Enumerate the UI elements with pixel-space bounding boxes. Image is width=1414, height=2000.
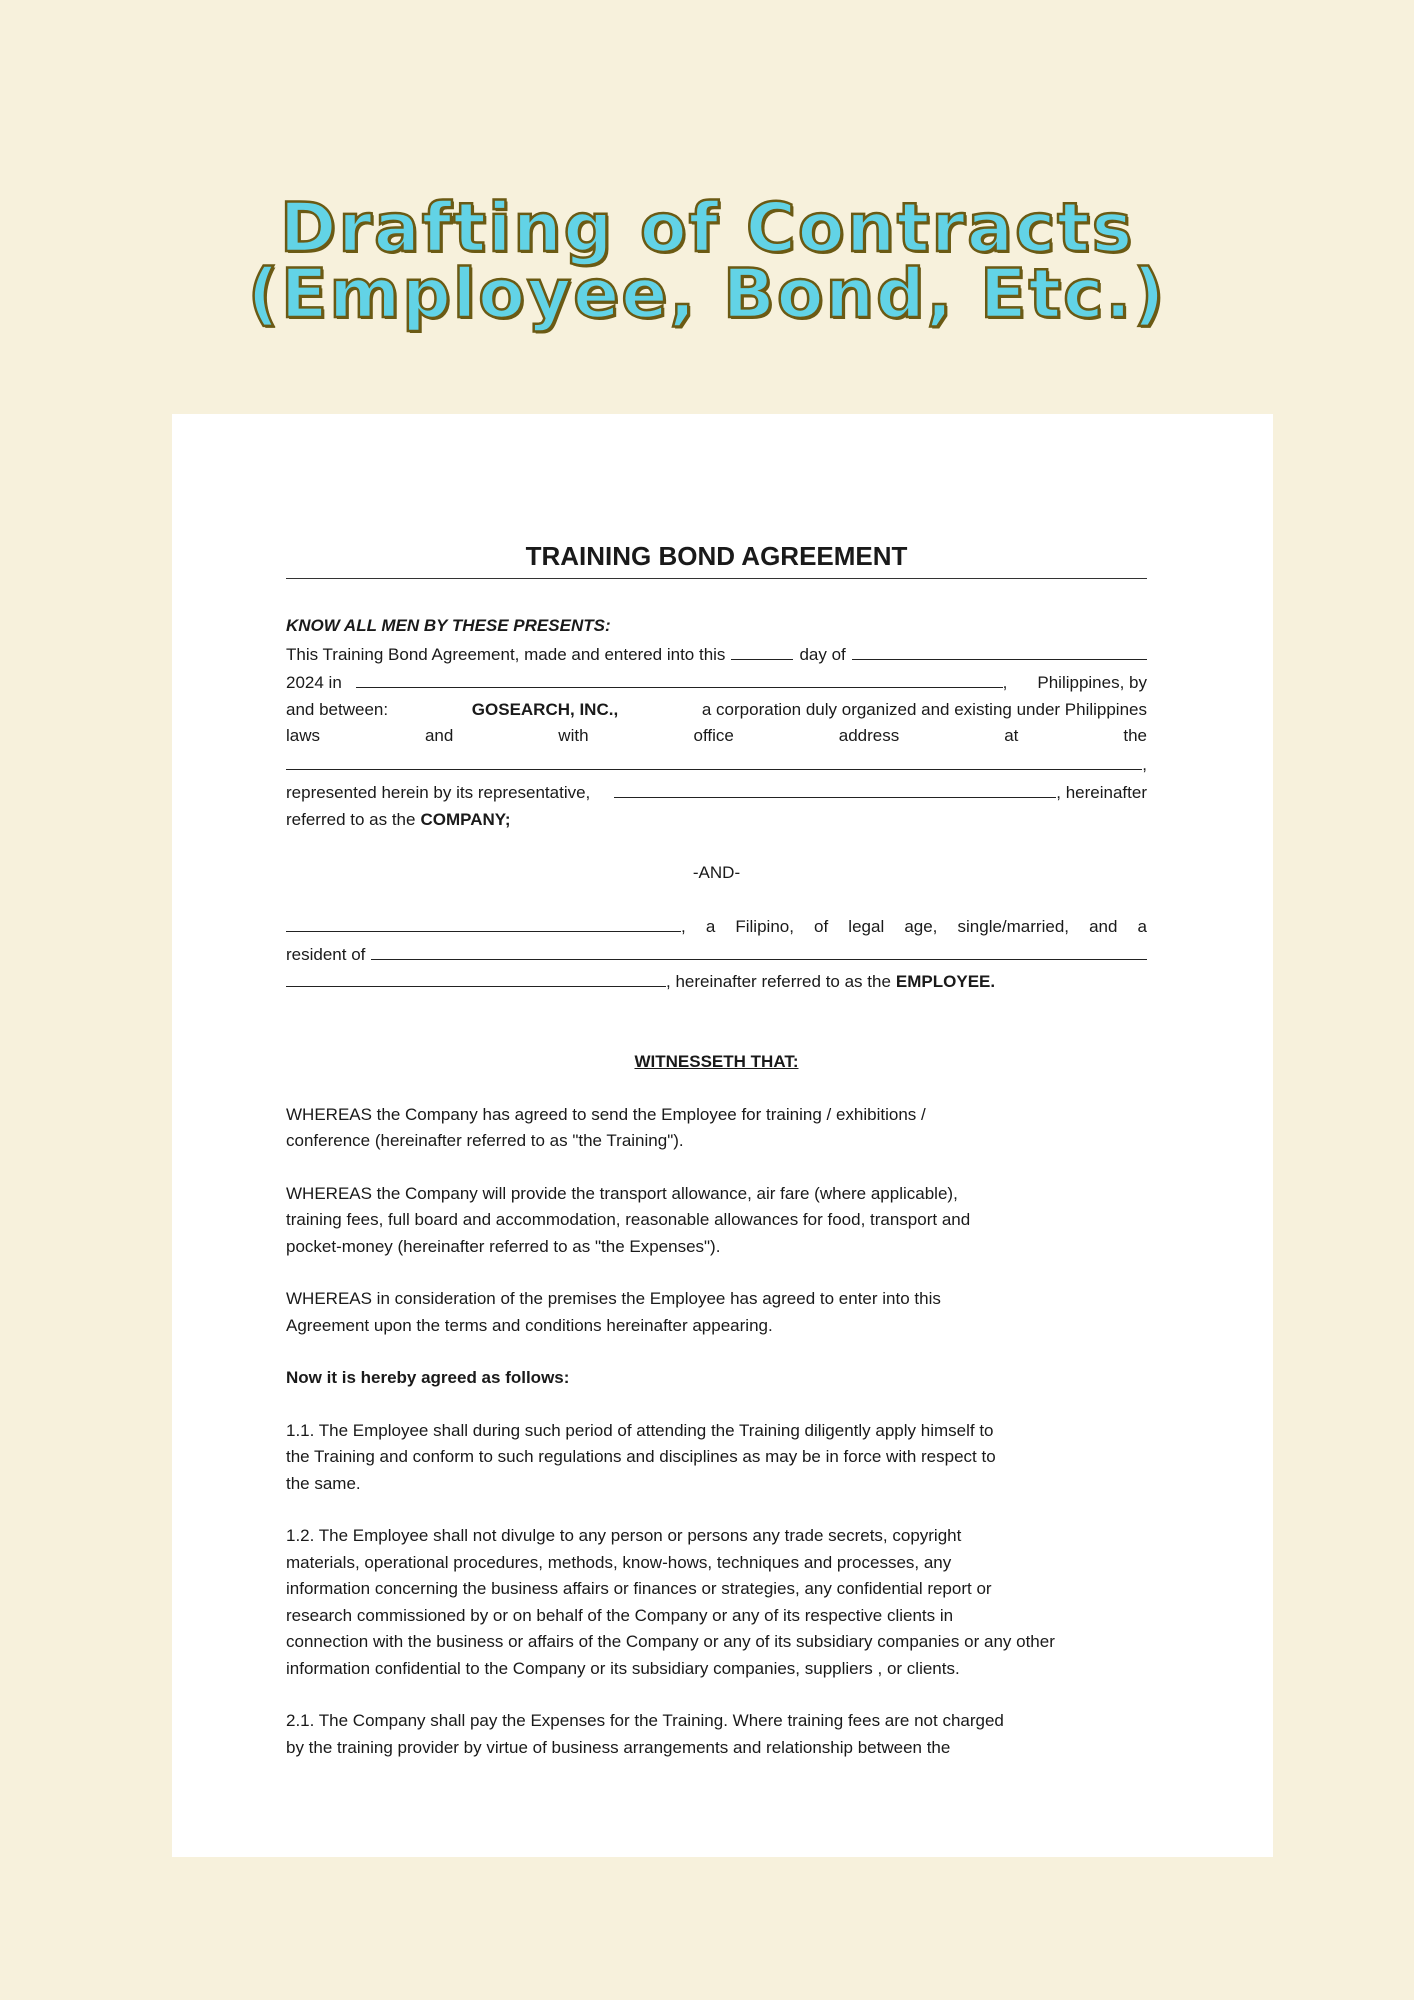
residence-blank-2: [286, 969, 666, 987]
poster-title-line2: (Employee, Bond, Etc.): [247, 255, 1167, 334]
representative-blank: [614, 778, 1056, 798]
employee-line-1: [286, 914, 1147, 941]
whereas-clause-2: [286, 1181, 1147, 1261]
document-page: [172, 414, 1273, 1857]
clause-line: research commissioned by or on behalf of the Company or any of its respective clients in: [286, 1605, 954, 1625]
residence-blank: [371, 940, 1147, 960]
witnesseth-heading: WITNESSETH THAT:: [634, 1052, 799, 1071]
poster-title-line1: Drafting of Contracts: [279, 189, 1135, 268]
intro-line-6: [286, 778, 1147, 807]
intro-text: and between:: [286, 699, 389, 719]
word: with: [558, 726, 589, 745]
word: laws: [286, 726, 321, 745]
document-title: TRAINING BOND AGREEMENT: [286, 540, 1147, 579]
whereas-line: pocket-money (hereinafter referred to as "the Expenses").: [286, 1236, 721, 1256]
intro-line-4: [286, 723, 1147, 750]
intro-heading: KNOW ALL MEN BY THESE PRESENTS:: [286, 616, 611, 635]
word: at: [1004, 726, 1019, 745]
company-label: COMPANY;: [420, 809, 511, 829]
employee-text: , hereinafter referred to as the: [666, 971, 891, 991]
company-name: GOSEARCH, INC.,: [471, 699, 619, 719]
whereas-clause-1: [286, 1102, 1147, 1155]
whereas-line: conference (hereinafter referred to as "the Training").: [286, 1131, 684, 1150]
clause-1-2: [286, 1523, 1147, 1682]
employee-name-blank: [286, 914, 681, 932]
clause-line: the Training and conform to such regulations and disciplines as may be in force with respect to: [286, 1447, 996, 1466]
whereas-line: Agreement upon the terms and conditions hereinafter appearing.: [286, 1315, 773, 1335]
clause-line: 1.2. The Employee shall not divulge to any person or persons any trade secrets, copyright: [286, 1526, 962, 1545]
intro-line-7: [286, 807, 1147, 834]
intro-line-2: [286, 668, 1147, 697]
whereas-line: WHEREAS the Company will provide the transport allowance, air fare (where applicable),: [286, 1183, 958, 1203]
clause-2-1: [286, 1708, 1147, 1761]
clause-line: by the training provider by virtue of business arrangements and relationship between the: [286, 1737, 951, 1757]
whereas-line: WHEREAS the Company has agreed to send the Employee for training / exhibitions /: [286, 1104, 926, 1124]
month-blank: [852, 640, 1147, 660]
clause-line: connection with the business or affairs of the Company or any of its subsidiary companies or any other: [286, 1632, 1055, 1651]
intro-text: , hereinafter: [1056, 783, 1147, 802]
intro-text: a corporation duly organized and existing under Philippines: [701, 699, 1147, 719]
clause-line: materials, operational procedures, methods, know-hows, techniques and processes, any: [286, 1552, 952, 1572]
whereas-line: WHEREAS in consideration of the premises the Employee has agreed to enter into this: [286, 1289, 941, 1308]
clause-line: the same.: [286, 1473, 361, 1493]
intro-text: ,: [1002, 673, 1008, 692]
and-separator: -AND-: [692, 863, 741, 882]
intro-text: This Training Bond Agreement, made and entered into this: [286, 644, 726, 664]
intro-text: represented herein by its representative,: [286, 783, 591, 802]
word: and: [424, 726, 454, 745]
word: address: [838, 726, 900, 745]
place-blank: [356, 668, 1003, 688]
address-blank: [286, 750, 1142, 770]
poster-title: [0, 189, 1414, 334]
day-blank: [731, 642, 793, 660]
clause-line: information confidential to the Company or its subsidiary companies, suppliers , or clients.: [286, 1658, 960, 1678]
employee-label: EMPLOYEE.: [895, 971, 996, 991]
intro-text: day of: [799, 644, 846, 664]
clause-1-1: [286, 1418, 1147, 1498]
clause-line: 2.1. The Company shall pay the Expenses for the Training. Where training fees are not charged: [286, 1711, 1004, 1730]
employee-line-3: [286, 969, 1147, 996]
intro-line-3: [286, 697, 1147, 724]
clause-line: 1.1. The Employee shall during such period of attending the Training diligently apply himself to: [286, 1420, 994, 1440]
employee-line-2: [286, 940, 1147, 969]
whereas-line: training fees, full board and accommodation, reasonable allowances for food, transport and: [286, 1210, 971, 1229]
employee-text: , a Filipino, of legal age, single/married, and a: [681, 916, 1147, 936]
whereas-clause-3: [286, 1286, 1147, 1339]
employee-text: resident of: [286, 945, 366, 964]
intro-text: ,: [1142, 754, 1147, 774]
agreed-heading: Now it is hereby agreed as follows:: [286, 1368, 570, 1387]
intro-line-1: [286, 640, 1147, 669]
intro-text: Philippines, by: [1037, 673, 1147, 692]
intro-text: referred to as the: [286, 809, 416, 829]
intro-text: 2024 in: [286, 673, 342, 692]
document-body: [286, 540, 1147, 1787]
clause-line: information concerning the business affairs or finances or strategies, any confidential report or: [286, 1579, 992, 1598]
word: the: [1123, 726, 1147, 745]
intro-line-5: [286, 750, 1147, 779]
word: office: [693, 726, 734, 745]
